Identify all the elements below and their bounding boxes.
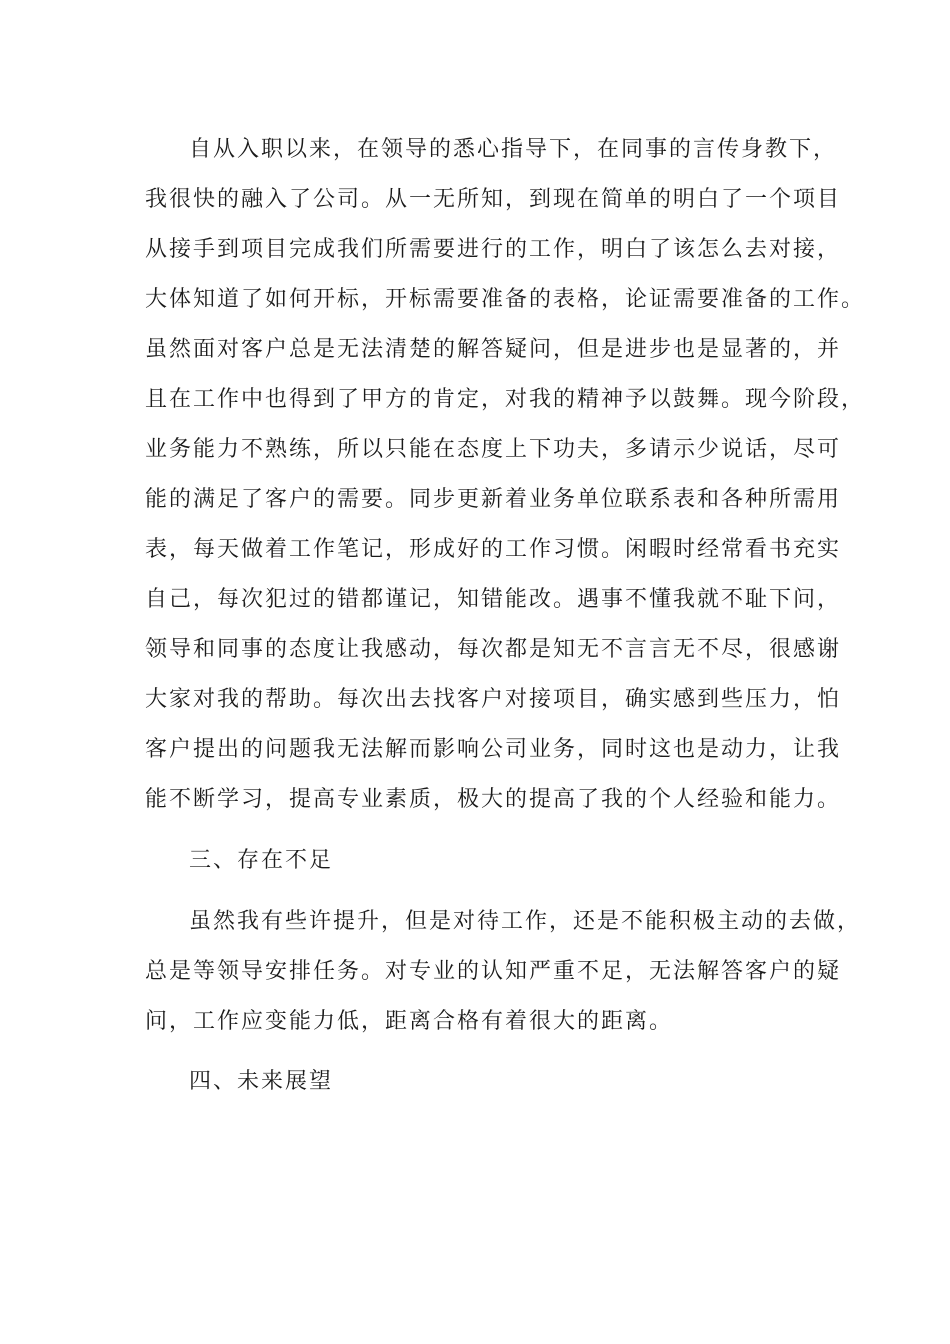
paragraph-shortcomings	[145, 897, 862, 1047]
paragraph-line: 自从入职以来，在领导的悉心指导下，在同事的言传身教下，	[189, 137, 838, 162]
paragraph-line: 虽然面对客户总是无法清楚的解答疑问，但是进步也是显著的，并	[145, 337, 842, 362]
paragraph-line: 表，每天做着工作笔记，形成好的工作习惯。闲暇时经常看书充实	[145, 537, 842, 562]
paragraph-self-review	[145, 125, 866, 825]
paragraph-line: 问，工作应变能力低，距离合格有着很大的距离。	[145, 1009, 674, 1034]
paragraph-line: 领导和同事的态度让我感动，每次都是知无不言言无不尽，很感谢	[145, 637, 842, 662]
paragraph-line: 能的满足了客户的需要。同步更新着业务单位联系表和各种所需用	[145, 487, 842, 512]
paragraph-line: 总是等领导安排任务。对专业的认知严重不足，无法解答客户的疑	[145, 959, 842, 984]
paragraph-line: 大家对我的帮助。每次出去找客户对接项目，确实感到些压力，怕	[145, 687, 842, 712]
paragraph-line: 能不断学习，提高专业素质，极大的提高了我的个人经验和能力。	[145, 787, 842, 812]
section-heading-shortcomings	[145, 836, 825, 886]
paragraph-line: 且在工作中也得到了甲方的肯定，对我的精神予以鼓舞。现今阶段，	[145, 387, 866, 412]
paragraph-line: 大体知道了如何开标，开标需要准备的表格，论证需要准备的工作。	[145, 287, 866, 312]
section-heading-outlook	[145, 1057, 825, 1107]
paragraph-line: 从接手到项目完成我们所需要进行的工作，明白了该怎么去对接，	[145, 237, 842, 262]
paragraph-line: 自己，每次犯过的错都谨记，知错能改。遇事不懂我就不耻下问，	[145, 587, 842, 612]
section-heading: 三、存在不足	[189, 848, 334, 873]
paragraph-line: 我很快的融入了公司。从一无所知，到现在简单的明白了一个项目	[145, 187, 842, 212]
paragraph-line: 客户提出的问题我无法解而影响公司业务，同时这也是动力，让我	[145, 737, 842, 762]
paragraph-line: 虽然我有些许提升，但是对待工作，还是不能积极主动的去做，	[189, 909, 862, 934]
section-heading: 四、未来展望	[189, 1069, 334, 1094]
paragraph-line: 业务能力不熟练，所以只能在态度上下功夫，多请示少说话，尽可	[145, 437, 842, 462]
